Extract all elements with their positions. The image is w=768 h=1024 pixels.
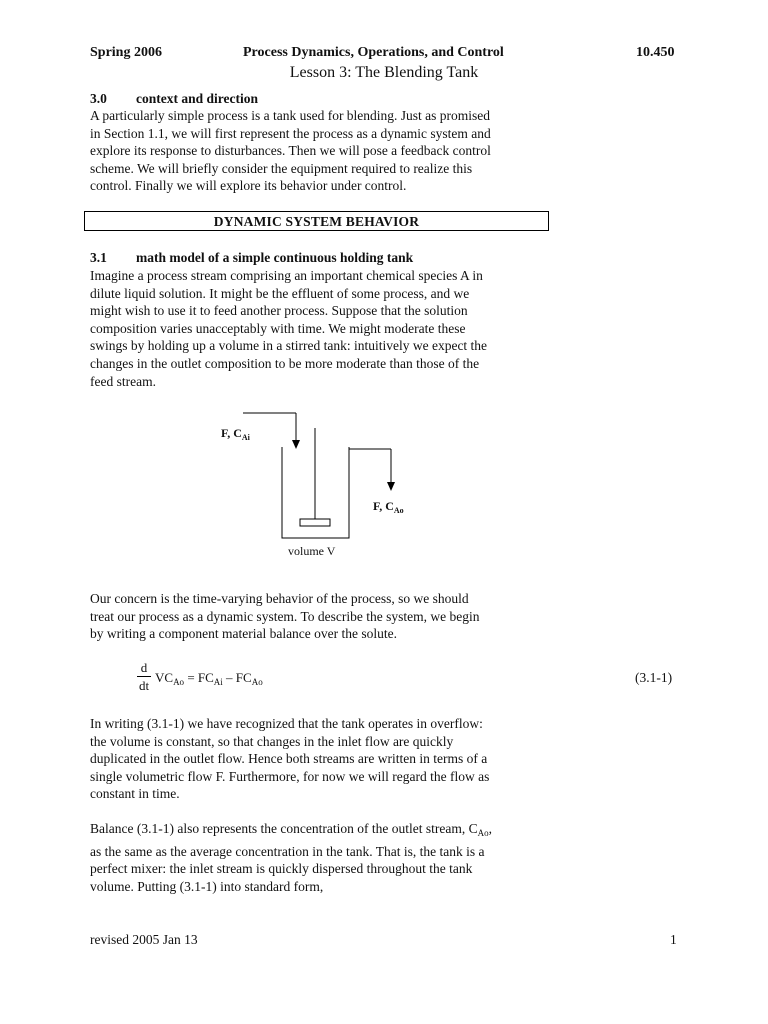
section-heading-3-0: context and direction <box>136 91 258 106</box>
text-line: composition varies unacceptably with time. We might moderate these <box>90 320 466 336</box>
paragraph-overflow <box>90 715 560 803</box>
text-line: perfect mixer: the inlet stream is quickly dispersed throughout the tank <box>90 861 473 877</box>
text-line: feed stream. <box>90 373 156 389</box>
section-banner: DYNAMIC SYSTEM BEHAVIOR <box>84 211 549 231</box>
header-term: Spring 2006 <box>90 45 162 60</box>
text-line: control. Finally we will explore its behavior under control. <box>90 178 407 194</box>
header-course-title: Process Dynamics, Operations, and Control <box>243 45 504 60</box>
frac-numerator: d <box>140 660 148 675</box>
inlet-arrowhead <box>292 440 300 449</box>
paragraph-balance <box>90 820 560 895</box>
text-line: In writing (3.1-1) we have recognized that the tank operates in overflow: <box>90 716 483 731</box>
header-course-number: 10.450 <box>636 45 675 60</box>
text-line: swings by holding up a volume in a stirred tank: intuitively we expect the <box>90 338 488 354</box>
text-line: changes in the outlet composition to be more moderate than those of the <box>90 355 480 371</box>
text-line: constant in time. <box>90 786 180 802</box>
text-line: scheme. We will briefly consider the equipment required to realize this <box>90 160 473 176</box>
text-line: the volume is constant, so that changes in the inlet flow are quickly <box>90 733 454 749</box>
outlet-stream-label: F, $C_{Ao}$ <box>373 499 404 515</box>
text-line: might wish to use it to feed another process. Suppose that the solution <box>90 303 468 319</box>
impeller-blade <box>300 519 330 526</box>
text-line: volume. Putting (3.1-1) into standard form, <box>90 878 324 894</box>
frac-denominator: dt <box>138 678 150 693</box>
section-number-3-0: 3.0 <box>90 91 107 106</box>
paragraph-concern <box>90 590 560 643</box>
text-line: single volumetric flow F. Furthermore, for now we will regard the flow as <box>90 768 490 784</box>
text-line: Our concern is the time-varying behavior of the process, so we should <box>90 591 469 606</box>
text-line: A particularly simple process is a tank used for blending. Just as promised <box>90 108 491 123</box>
text-line: Imagine a process stream comprising an important chemical species A in <box>90 268 483 283</box>
outlet-arrowhead <box>387 482 395 491</box>
text-line: as the same as the average concentration in the tank. That is, the tank is a <box>90 843 485 859</box>
frac-line <box>137 676 151 677</box>
equation-derivative-operator <box>137 660 151 693</box>
text-line: Balance (3.1-1) also represents the concentration of the outlet stream, $C_{Ao}$, <box>90 821 492 838</box>
tank-volume-label: volume V <box>288 544 336 558</box>
text-line: treat our process as a dynamic system. To describe the system, we begin <box>90 608 480 624</box>
inlet-stream-label: F, $C_{Ai}$ <box>221 426 250 442</box>
equation-body: $VC_{Ao} = FC_{Ai} - FC_{Ao}$ <box>155 670 263 687</box>
text-line: duplicated in the outlet flow. Hence both streams are written in terms of a <box>90 751 488 767</box>
section-heading-3-1: math model of a simple continuous holding tank <box>136 250 414 265</box>
equation-number: (3.1-1) <box>635 670 673 685</box>
page-number: 1 <box>670 932 677 947</box>
lesson-title: Lesson 3: The Blending Tank <box>289 64 479 81</box>
text-line: in Section 1.1, we will first represent the process as a dynamic system and <box>90 125 491 141</box>
footer-revision-date: revised 2005 Jan 13 <box>90 932 198 947</box>
text-line: explore its response to disturbances. Then we will pose a feedback control <box>90 143 491 159</box>
text-line: dilute liquid solution. It might be the effluent of some process, and we <box>90 285 470 301</box>
section-number-3-1: 3.1 <box>90 250 107 265</box>
text-line: by writing a component material balance over the solute. <box>90 626 398 642</box>
